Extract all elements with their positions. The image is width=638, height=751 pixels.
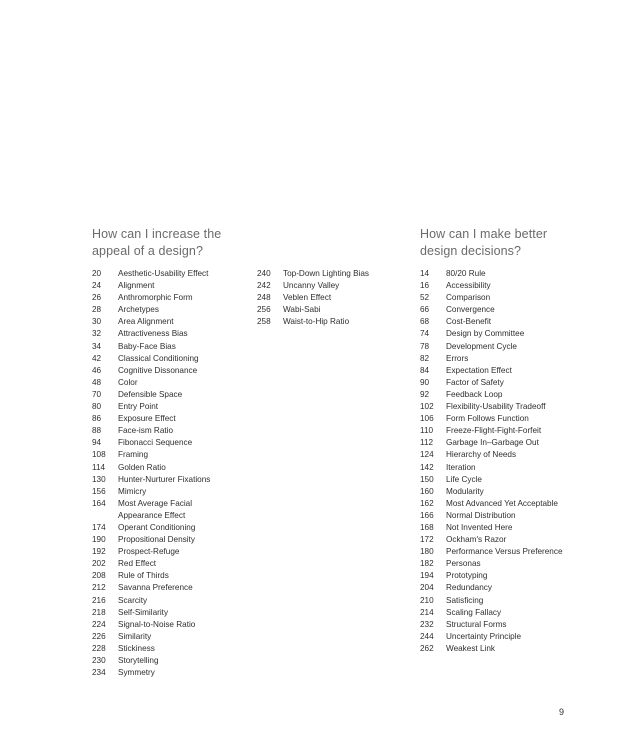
list-item (92, 534, 210, 546)
page-ref: 208 (92, 571, 106, 581)
principle-name (446, 449, 516, 461)
principle-name-line: Alignment (118, 281, 155, 291)
principle-name (446, 462, 476, 474)
list-item (420, 316, 563, 328)
list-item (257, 304, 369, 316)
list-item (420, 437, 563, 449)
principle-name-line: Uncertainty Principle (446, 631, 522, 641)
principle-name-line: Exposure Effect (118, 414, 176, 424)
page-ref: 204 (420, 583, 434, 593)
list-item (92, 498, 210, 522)
page-ref: 70 (92, 389, 102, 399)
principle-name (446, 328, 524, 340)
principle-name-line: Self-Similarity (118, 607, 169, 617)
principle-name-line: Propositional Density (118, 535, 195, 545)
page-ref: 114 (92, 462, 106, 472)
principle-name (118, 304, 159, 316)
page-ref: 174 (92, 522, 106, 532)
principle-name (118, 292, 193, 304)
principle-name (446, 522, 512, 534)
principle-name (446, 401, 546, 413)
page-ref: 172 (420, 535, 434, 545)
principle-name (118, 437, 192, 449)
principle-name-line: Life Cycle (446, 474, 482, 484)
page-ref: 160 (420, 486, 434, 496)
page-ref: 84 (420, 365, 430, 375)
principle-name (283, 316, 349, 328)
list-item (420, 425, 563, 437)
principle-name (446, 425, 541, 437)
principle-name (446, 304, 495, 316)
principle-name (118, 353, 199, 365)
section-heading-decisions (420, 226, 547, 260)
principle-name (446, 280, 491, 292)
page-ref: 26 (92, 293, 102, 303)
principle-name (446, 413, 529, 425)
list-item (92, 558, 210, 570)
list-item (92, 377, 210, 389)
principle-name (446, 292, 490, 304)
principle-name (118, 401, 158, 413)
principle-name (118, 389, 182, 401)
principle-name-line: Prototyping (446, 571, 488, 581)
principle-name (118, 425, 173, 437)
list-item (92, 474, 210, 486)
page-ref: 34 (92, 341, 102, 351)
principle-name-line: Freeze-Flight-Fight-Forfeit (446, 426, 542, 436)
page-ref: 106 (420, 414, 434, 424)
principle-name (118, 546, 179, 558)
page-ref: 232 (420, 619, 434, 629)
principle-name-line: Satisficing (446, 595, 484, 605)
principle-name-line: Rule of Thirds (118, 571, 169, 581)
principle-name (118, 365, 197, 377)
page-ref: 16 (420, 281, 430, 291)
page-ref: 78 (420, 341, 430, 351)
list-item (92, 595, 210, 607)
principle-name-line: Comparison (446, 293, 491, 303)
principle-name (118, 631, 151, 643)
principle-name-line: Baby-Face Bias (118, 341, 176, 351)
principle-name-line: 80/20 Rule (446, 269, 486, 278)
principle-name (118, 498, 192, 522)
principle-name-line: Design by Committee (446, 329, 525, 339)
principle-name-line: Normal Distribution (446, 510, 516, 520)
list-item (92, 462, 210, 474)
page-ref: 48 (92, 377, 102, 387)
principle-name (118, 655, 159, 667)
principle-name (446, 498, 558, 510)
principle-name-line: Personas (446, 559, 481, 569)
page-ref: 214 (420, 607, 434, 617)
list-item (92, 486, 210, 498)
principle-name (446, 510, 516, 522)
principle-name (446, 353, 468, 365)
page-ref: 212 (92, 583, 106, 593)
principle-name (118, 316, 174, 328)
principle-name-line: Archetypes (118, 305, 159, 315)
principle-name-line: Golden Ratio (118, 462, 166, 472)
principle-name-line: Aesthetic-Usability Effect (118, 269, 209, 278)
principle-list-appeal-col-2 (257, 268, 369, 328)
list-item (420, 607, 563, 619)
principle-name (118, 449, 148, 461)
page-ref: 80 (92, 402, 102, 412)
principle-name-line: Accessibility (446, 281, 491, 291)
list-item (420, 498, 563, 510)
list-item (420, 328, 563, 340)
principle-name (118, 595, 147, 607)
list-item (92, 425, 210, 437)
page-ref: 130 (92, 474, 106, 484)
list-item (420, 401, 563, 413)
list-item (420, 631, 563, 643)
principle-name-line: Top-Down Lighting Bias (283, 269, 370, 278)
principle-name-line: Appearance Effect (118, 510, 186, 520)
list-item (420, 449, 563, 461)
principle-name (446, 595, 483, 607)
principle-name-line: Signal-to-Noise Ratio (118, 619, 196, 629)
page-ref: 82 (420, 353, 430, 363)
principle-name (118, 462, 166, 474)
list-item (420, 534, 563, 546)
principle-name-line: Not Invented Here (446, 522, 513, 532)
list-item (420, 643, 563, 655)
principle-name-line: Veblen Effect (283, 293, 332, 303)
list-item (420, 546, 563, 558)
list-item (92, 631, 210, 643)
page-ref: 108 (92, 450, 106, 460)
principle-name-line: Color (118, 377, 138, 387)
principle-name-line: Factor of Safety (446, 377, 504, 387)
principle-name-line: Convergence (446, 305, 495, 315)
principle-name-line: Face-ism Ratio (118, 426, 174, 436)
page-ref: 262 (420, 643, 434, 653)
principle-name-line: Ockham's Razor (446, 535, 507, 545)
list-item (92, 607, 210, 619)
principle-name-line: Prospect-Refuge (118, 547, 180, 557)
list-item (420, 462, 563, 474)
principle-name-line: Anthromorphic Form (118, 293, 193, 303)
page-ref: 30 (92, 317, 102, 327)
principle-name-line: Hunter-Nurturer Fixations (118, 474, 211, 484)
principle-name-line: Framing (118, 450, 149, 460)
page-ref: 180 (420, 547, 434, 557)
section-heading-appeal (92, 226, 221, 260)
list-item (92, 280, 210, 292)
principle-name-line: Operant Conditioning (118, 522, 196, 532)
principle-name (446, 534, 506, 546)
principle-name (446, 474, 482, 486)
page-ref: 74 (420, 329, 430, 339)
page-ref: 226 (92, 631, 106, 641)
principle-name (118, 486, 146, 498)
list-item (420, 595, 563, 607)
principle-name-line: Garbage In–Garbage Out (446, 438, 539, 448)
page-ref: 194 (420, 571, 434, 581)
list-item (420, 353, 563, 365)
principle-name-line: Most Advanced Yet Acceptable (446, 498, 558, 508)
list-item (420, 268, 563, 280)
page-ref: 142 (420, 462, 434, 472)
page-ref: 14 (420, 269, 430, 278)
list-item (92, 437, 210, 449)
page-ref: 156 (92, 486, 106, 496)
page-ref: 110 (420, 426, 434, 436)
principle-name-line: Uncanny Valley (283, 281, 340, 291)
page-ref: 68 (420, 317, 430, 327)
heading-line: How can I increase the (92, 227, 222, 241)
list-item (420, 486, 563, 498)
list-item (92, 449, 210, 461)
page-ref: 150 (420, 474, 434, 484)
principle-name (446, 558, 481, 570)
list-item (92, 341, 210, 353)
principle-name-line: Expectation Effect (446, 365, 512, 375)
principle-name (446, 377, 504, 389)
principle-name (118, 607, 168, 619)
principle-name-line: Symmetry (118, 668, 155, 678)
list-item (92, 389, 210, 401)
page-ref: 230 (92, 656, 106, 665)
page-ref: 42 (92, 353, 102, 363)
page-ref: 192 (92, 547, 106, 557)
principle-name (118, 570, 169, 582)
principle-name (446, 486, 484, 498)
principle-name-line: Cost-Benefit (446, 317, 492, 327)
list-item (92, 643, 210, 655)
principle-name (283, 304, 320, 316)
page-ref: 92 (420, 389, 430, 399)
page-ref: 218 (92, 607, 106, 617)
principle-name-line: Structural Forms (446, 619, 507, 629)
heading-line: How can I make better (420, 227, 548, 241)
list-item (92, 328, 210, 340)
principle-name (118, 413, 176, 425)
list-item (420, 619, 563, 631)
principle-name-line: Hierarchy of Needs (446, 450, 517, 460)
principle-name (118, 280, 154, 292)
page-ref: 166 (420, 510, 434, 520)
page-ref: 258 (257, 317, 271, 327)
page-number: 9 (559, 707, 565, 717)
list-item (420, 522, 563, 534)
page-ref: 234 (92, 668, 106, 678)
principle-name-line: Fibonacci Sequence (118, 438, 193, 448)
list-item (420, 365, 563, 377)
list-item (420, 582, 563, 594)
list-item (420, 474, 563, 486)
principle-name-line: Similarity (118, 631, 152, 641)
principle-name-line: Errors (446, 353, 469, 363)
list-item (420, 304, 563, 316)
principle-name (118, 582, 193, 594)
page-ref: 90 (420, 377, 430, 387)
principle-name (283, 280, 339, 292)
principle-name-line: Performance Versus Preference (446, 547, 563, 557)
list-item (92, 413, 210, 425)
list-item (92, 619, 210, 631)
principle-name-line: Scarcity (118, 595, 148, 605)
page-ref: 248 (257, 293, 271, 303)
page-ref: 228 (92, 643, 106, 653)
principle-name-line: Most Average Facial (118, 498, 193, 508)
principle-name (118, 534, 195, 546)
principle-name-line: Feedback Loop (446, 389, 503, 399)
list-item (257, 316, 369, 328)
list-item (257, 292, 369, 304)
principle-name-line: Savanna Preference (118, 583, 193, 593)
list-item (92, 546, 210, 558)
heading-line: appeal of a design? (92, 244, 204, 258)
list-item (420, 570, 563, 582)
principle-name (283, 268, 369, 280)
page-ref: 102 (420, 402, 434, 412)
list-item (92, 268, 210, 280)
principle-name (446, 268, 486, 280)
page-ref: 240 (257, 269, 271, 278)
list-item (92, 570, 210, 582)
page-ref: 94 (92, 438, 102, 448)
principle-name-line: Entry Point (118, 402, 159, 412)
list-item (420, 389, 563, 401)
principle-name (446, 570, 487, 582)
principle-name-line: Scaling Fallacy (446, 607, 502, 617)
page-ref: 244 (420, 631, 434, 641)
page-ref: 88 (92, 426, 102, 436)
principle-name (118, 558, 156, 570)
principle-name-line: Classical Conditioning (118, 353, 199, 363)
principle-list-appeal-col-1 (92, 268, 210, 679)
principle-name (446, 619, 507, 631)
list-item (92, 655, 210, 667)
list-item (420, 341, 563, 353)
page-ref: 168 (420, 522, 434, 532)
list-item (257, 268, 369, 280)
list-item (257, 280, 369, 292)
principle-name-line: Form Follows Function (446, 414, 529, 424)
page-ref: 112 (420, 438, 434, 448)
list-item (420, 413, 563, 425)
principle-name (446, 437, 539, 449)
principle-name (118, 619, 195, 631)
list-item (92, 365, 210, 377)
page-ref: 256 (257, 305, 271, 315)
principle-name-line: Stickiness (118, 643, 155, 653)
principle-name-line: Cognitive Dissonance (118, 365, 198, 375)
principle-name-line: Defensible Space (118, 389, 183, 399)
principle-name (446, 546, 563, 558)
principle-name (283, 292, 331, 304)
page-ref: 46 (92, 365, 102, 375)
page-ref: 24 (92, 281, 102, 291)
list-item (92, 522, 210, 534)
principle-name-line: Mimicry (118, 486, 147, 496)
page-ref: 182 (420, 559, 434, 569)
page-ref: 66 (420, 305, 430, 315)
list-item (92, 353, 210, 365)
principle-name (118, 268, 208, 280)
list-item (420, 377, 563, 389)
page-ref: 216 (92, 595, 106, 605)
list-item (92, 292, 210, 304)
principle-name-line: Redundancy (446, 583, 492, 593)
list-item (92, 401, 210, 413)
principle-name (446, 316, 491, 328)
list-item (420, 510, 563, 522)
list-item (420, 558, 563, 570)
heading-line: design decisions? (420, 244, 522, 258)
principle-name (118, 341, 176, 353)
principle-name-line: Red Effect (118, 559, 157, 569)
principle-name-line: Wabi-Sabi (283, 305, 321, 315)
principle-list-decisions (420, 268, 563, 655)
principle-name (118, 474, 210, 486)
page-ref: 86 (92, 414, 102, 424)
page-ref: 164 (92, 498, 106, 508)
page-ref: 124 (420, 450, 434, 460)
list-item (92, 582, 210, 594)
principle-name (446, 389, 502, 401)
principle-name (118, 377, 138, 389)
page-ref: 28 (92, 305, 102, 315)
principle-name (446, 365, 512, 377)
principle-name (118, 667, 155, 679)
page-ref: 242 (257, 281, 271, 291)
principle-name (118, 328, 188, 340)
principle-name-line: Iteration (446, 462, 476, 472)
principle-name-line: Development Cycle (446, 341, 517, 351)
page-ref: 52 (420, 293, 430, 303)
page-ref: 210 (420, 595, 434, 605)
page-ref: 202 (92, 559, 106, 569)
principle-name (118, 643, 155, 655)
principle-name-line: Waist-to-Hip Ratio (283, 317, 350, 327)
list-item (420, 280, 563, 292)
list-item (92, 316, 210, 328)
principle-name (446, 643, 495, 655)
principle-name (446, 631, 521, 643)
page-ref: 20 (92, 269, 102, 278)
list-item (92, 667, 210, 679)
principle-name-line: Modularity (446, 486, 484, 496)
principle-name (118, 522, 195, 534)
principle-name (446, 607, 501, 619)
list-item (92, 304, 210, 316)
principle-name-line: Area Alignment (118, 317, 174, 327)
page-ref: 224 (92, 619, 106, 629)
list-item (420, 292, 563, 304)
principle-name (446, 582, 492, 594)
principle-name-line: Storytelling (118, 656, 159, 665)
page-ref: 162 (420, 498, 434, 508)
page-ref: 32 (92, 329, 102, 339)
principle-name-line: Weakest Link (446, 643, 495, 653)
principle-name (446, 341, 517, 353)
principle-name-line: Flexibility-Usability Tradeoff (446, 402, 546, 412)
page-ref: 190 (92, 535, 106, 545)
principle-name-line: Attractiveness Bias (118, 329, 188, 339)
